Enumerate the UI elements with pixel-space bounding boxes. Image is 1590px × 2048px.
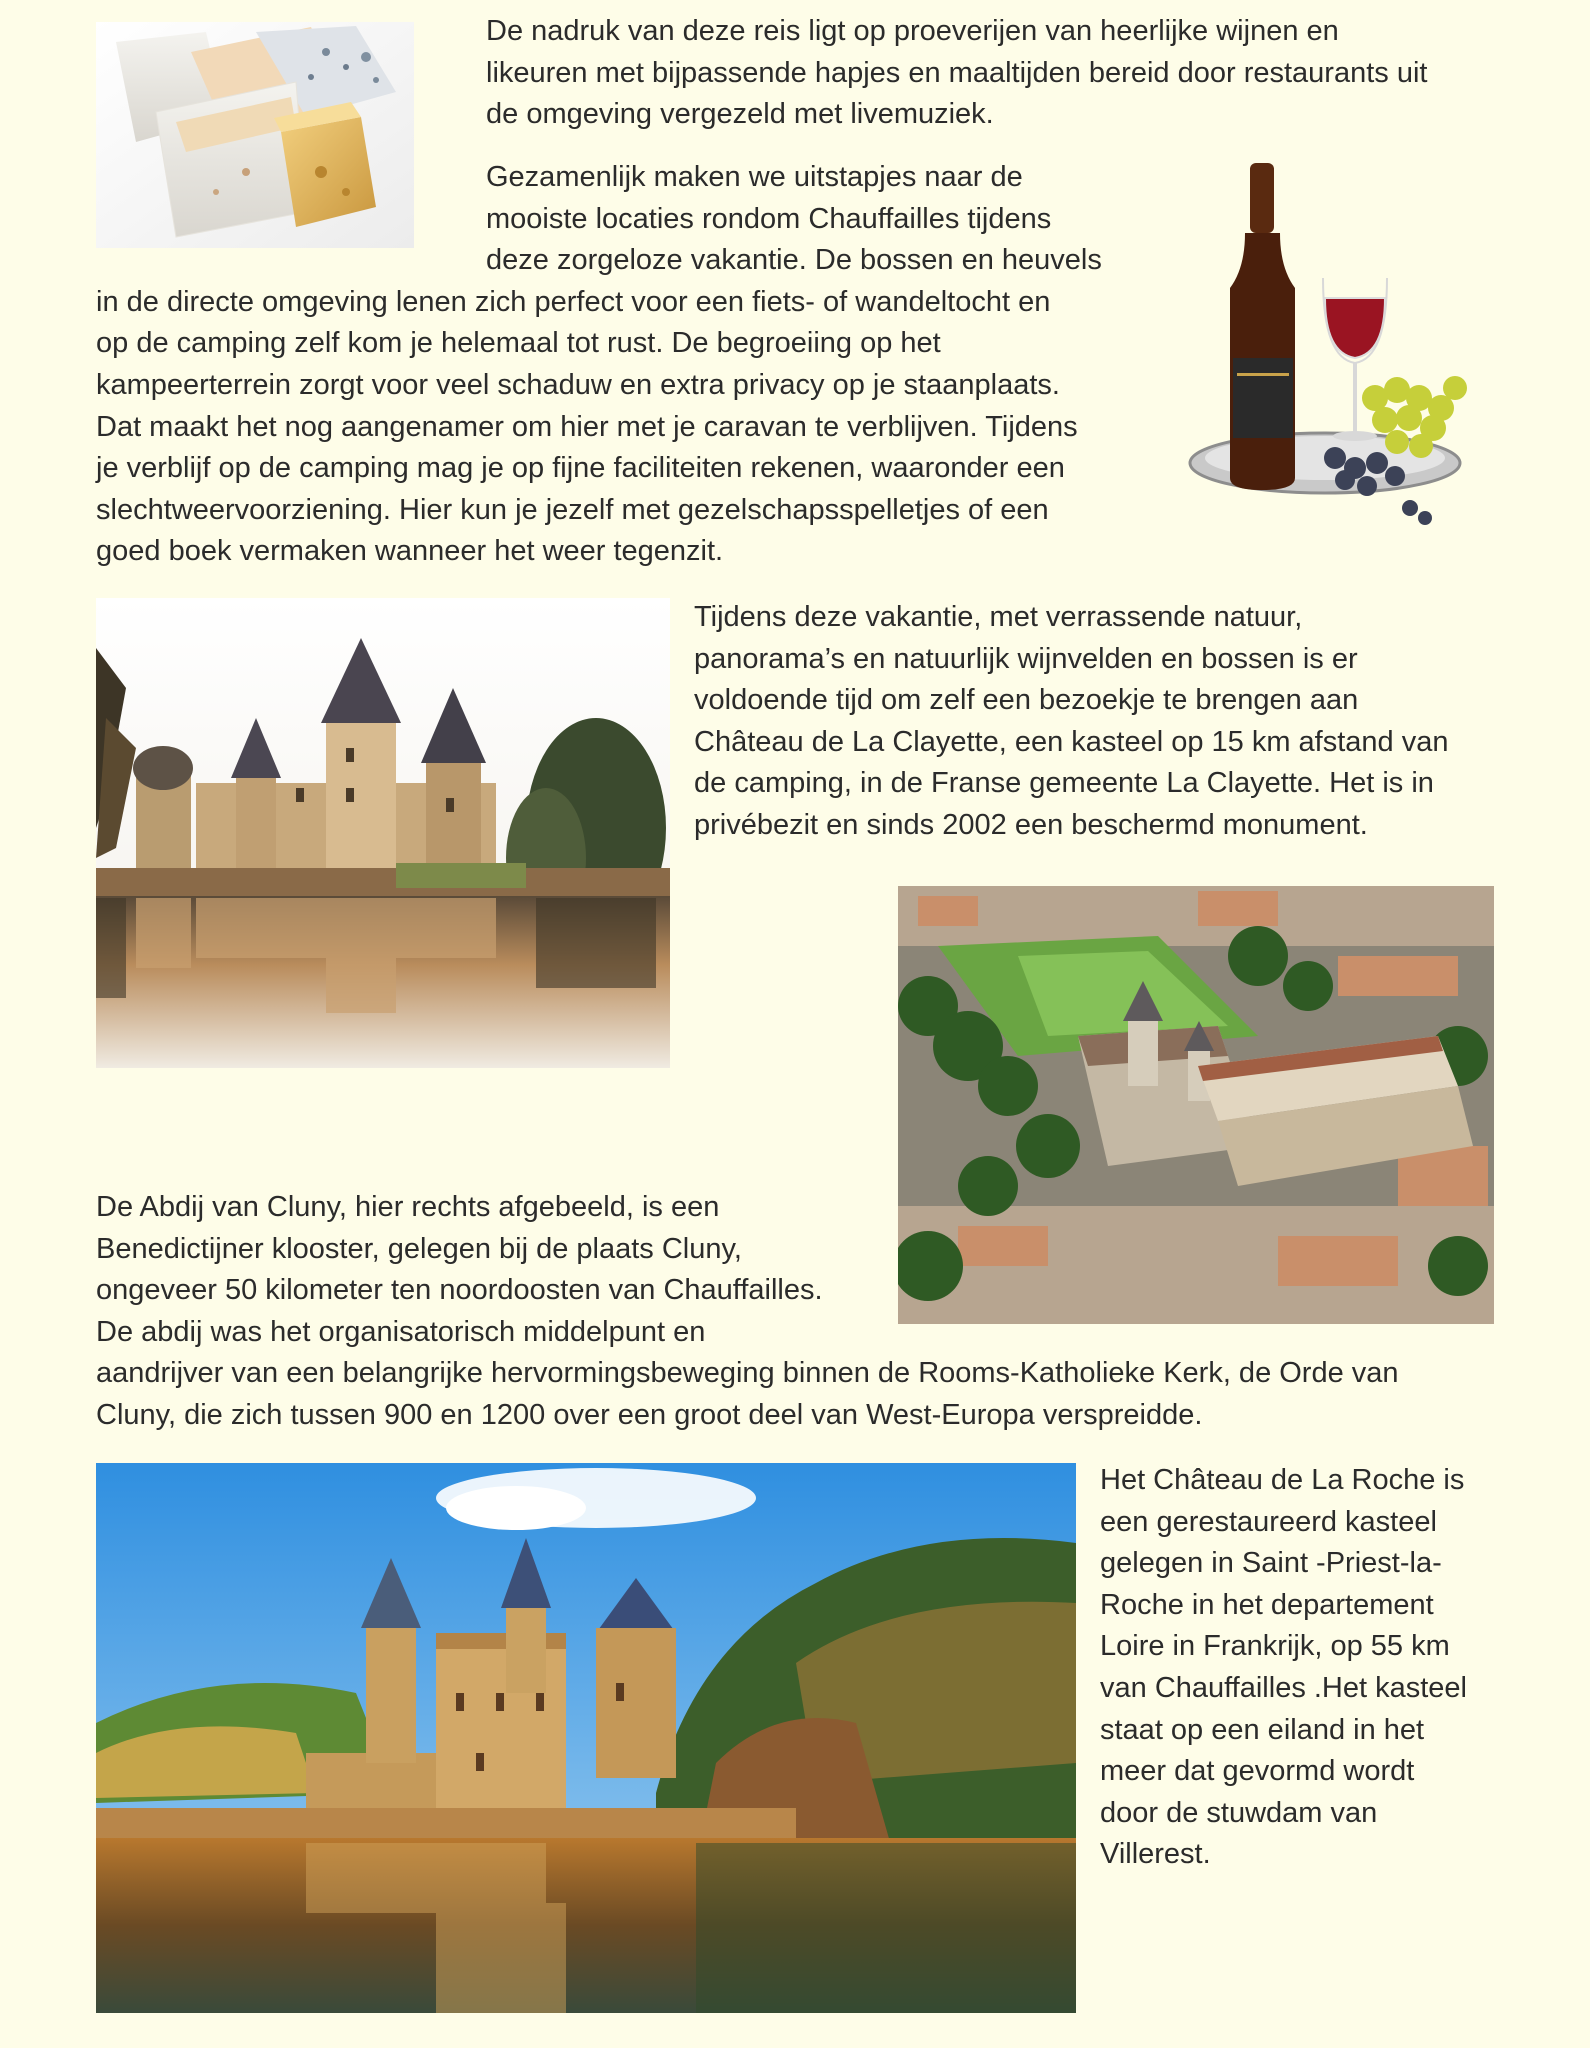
excursions-line: deze zorgeloze vakantie. De bossen en heuvels [486, 244, 1102, 277]
la-roche-line: van Chauffailles .Het kasteel [1100, 1671, 1468, 1704]
cluny-line: aandrijver van een belangrijke hervormingsbeweging binnen de Rooms-Katholieke Kerk, de Orde van [96, 1357, 1399, 1390]
intro-line: likeuren met bijpassende hapjes en maaltijden bereid door restaurants uit [486, 56, 1428, 89]
la-clayette-line: Château de La Clayette, een kasteel op 15 km afstand van [694, 725, 1449, 758]
cluny-line: De Abdij van Cluny, hier rechts afgebeeld, is een [96, 1191, 720, 1223]
wine-bottle-image [1185, 158, 1475, 530]
la-roche-line: Loire in Frankrijk, op 55 km [1100, 1630, 1450, 1663]
la-roche-line: een gerestaureerd kasteel [1100, 1505, 1437, 1538]
excursions-line: je verblijf op de camping mag je op fijne faciliteiten rekenen, waaronder een [96, 452, 1065, 485]
la-clayette-line: voldoende tijd om zelf een bezoekje te brengen aan [694, 684, 1359, 717]
excursions-line: Gezamenlijk maken we uitstapjes naar de [486, 161, 1023, 193]
la-roche-line: gelegen in Saint -Priest-la- [1100, 1547, 1442, 1580]
la-clayette-line: de camping, in de Franse gemeente La Clayette. Het is in [694, 767, 1434, 800]
la-roche-line: Het Château de La Roche is [1100, 1464, 1465, 1496]
excursions-line: in de directe omgeving lenen zich perfect voor een fiets- of wandeltocht en [96, 285, 1051, 318]
la-roche-line: Villerest. [1100, 1838, 1211, 1871]
cluny-line: De abdij was het organisatorisch middelpunt en [96, 1315, 706, 1348]
intro-paragraph [486, 11, 1427, 136]
la-clayette-line: panorama’s en natuurlijk wijnvelden en bossen is er [694, 642, 1358, 675]
excursions-line: slechtweervoorziening. Hier kun je jezelf met gezelschapsspelletjes of een [96, 493, 1049, 526]
cluny-line: Benedictijner klooster, gelegen bij de plaats Cluny, [96, 1232, 742, 1265]
la-roche-line: door de stuwdam van [1100, 1796, 1378, 1829]
cluny-line: ongeveer 50 kilometer ten noordoosten van Chauffailles. [96, 1274, 823, 1307]
excursions-line: Dat maakt het nog aangenamer om hier met je caravan te verblijven. Tijdens [96, 410, 1078, 443]
cluny-paragraph [96, 1187, 1399, 1437]
la-clayette-line: Tijdens deze vakantie, met verrassende natuur, [694, 601, 1303, 633]
excursions-paragraph [96, 157, 1102, 573]
excursions-line: kampeerterrein zorgt voor veel schaduw en extra privacy op je staanplaats. [96, 368, 1060, 401]
la-roche-line: Roche in het departement [1100, 1588, 1434, 1621]
excursions-line: mooiste locaties rondom Chauffailles tijdens [486, 202, 1052, 235]
la-roche-line: meer dat gevormd wordt [1100, 1755, 1415, 1788]
la-roche-paragraph [1100, 1460, 1467, 1876]
excursions-line: goed boek vermaken wanneer het weer tegenzit. [96, 535, 724, 568]
la-clayette-paragraph [694, 597, 1449, 847]
intro-line: De nadruk van deze reis ligt op proeverijen van heerlijke wijnen en [486, 15, 1339, 47]
la-roche-castle-image [96, 1463, 1076, 2013]
excursions-line: op de camping zelf kom je helemaal tot rust. De begroeiing op het [96, 327, 941, 360]
la-roche-line: staat op een eiland in het [1100, 1713, 1425, 1746]
la-clayette-line: privébezit en sinds 2002 een beschermd monument. [694, 808, 1368, 841]
la-clayette-castle-image [96, 598, 670, 1068]
intro-line: de omgeving vergezeld met livemuziek. [486, 98, 994, 131]
cluny-line: Cluny, die zich tussen 900 en 1200 over een groot deel van West-Europa verspreidde. [96, 1398, 1203, 1431]
